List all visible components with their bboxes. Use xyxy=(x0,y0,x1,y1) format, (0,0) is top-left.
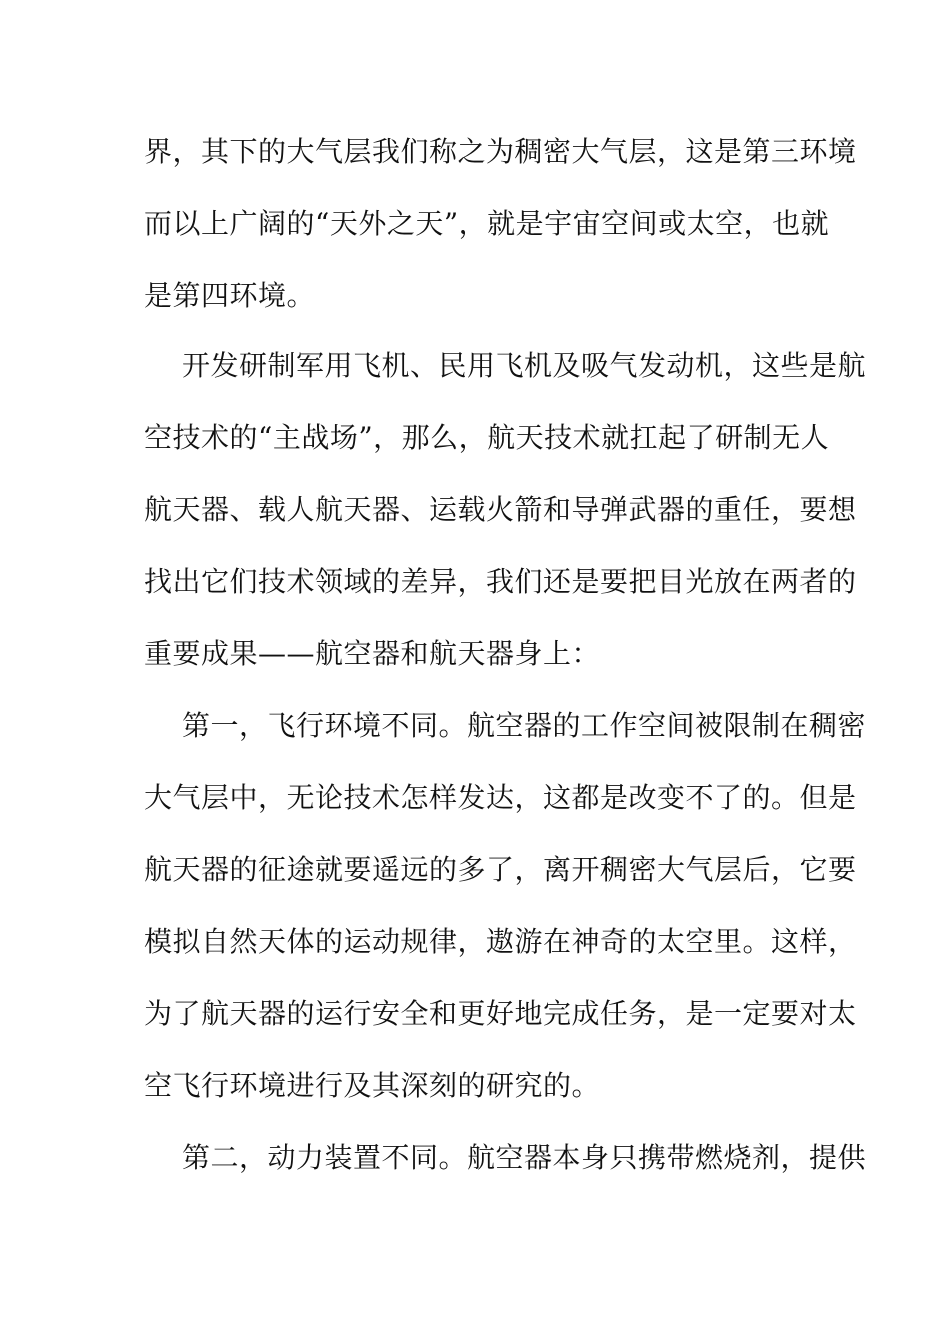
text-line: 大气层中，无论技术怎样发达，这都是改变不了的。但是 xyxy=(144,781,857,814)
paragraph-first-line: 第二，动力装置不同。航空器本身只携带燃烧剂，提供 xyxy=(182,1141,867,1174)
text-line: 航天器的征途就要遥远的多了，离开稠密大气层后，它要 xyxy=(144,853,857,886)
paragraph-first-line: 开发研制军用飞机、民用飞机及吸气发动机，这些是航 xyxy=(182,349,867,382)
text-line: 空飞行环境进行及其深刻的研究的。 xyxy=(144,1069,601,1102)
text-line: 模拟自然天体的运动规律，遨游在神奇的太空里。这样， xyxy=(144,925,857,958)
text-line: 界，其下的大气层我们称之为稠密大气层，这是第三环境 xyxy=(144,135,857,168)
text-line: 而以上广阔的“天外之天”，就是宇宙空间或太空，也就 xyxy=(144,207,830,240)
text-line: 是第四环境。 xyxy=(144,279,316,312)
paragraph-first-line: 第一，飞行环境不同。航空器的工作空间被限制在稠密 xyxy=(182,709,867,742)
text-line: 找出它们技术领域的差异，我们还是要把目光放在两者的 xyxy=(144,565,857,598)
text-line: 为了航天器的运行安全和更好地完成任务，是一定要对太 xyxy=(144,997,857,1030)
text-line: 航天器、载人航天器、运载火箭和导弹武器的重任，要想 xyxy=(144,493,857,526)
text-line: 空技术的“主战场”，那么，航天技术就扛起了研制无人 xyxy=(144,421,830,454)
text-line: 重要成果——航空器和航天器身上： xyxy=(144,637,601,670)
